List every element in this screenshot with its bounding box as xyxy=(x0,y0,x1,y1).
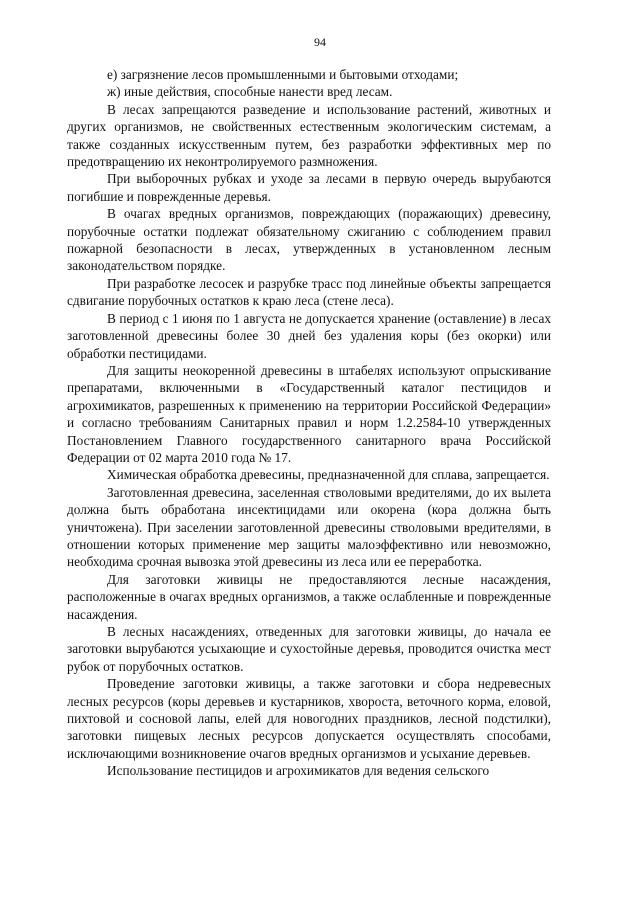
paragraph: При разработке лесосек и разрубке трасс под линейные объекты запрещается сдвигание порубочных остатков к краю леса (стене леса). xyxy=(67,275,551,309)
paragraph: Для заготовки живицы не предоставляются лесные насаждения, расположенные в очагах вредных организмов, а также ослабленные и поврежденные насаждения. xyxy=(67,571,551,622)
paragraph: В лесных насаждениях, отведенных для заготовки живицы, до начала ее заготовки вырубаются усыхающие и сухостойные деревья, проводится очистка мест рубок от порубочных остатков. xyxy=(67,624,551,674)
document-body xyxy=(67,66,551,780)
page-number: 94 xyxy=(314,35,326,49)
paragraph: Заготовленная древесина, заселенная стволовыми вредителями, до их вылета должна быть обработана инсектицидами или окорена (кора должна быть уничтожена). При заселении заготовленной древесины стволовыми вредителями, в отношении которых применение мер защиты малоэффективно или невозможно, необходима срочная вывозка этой древесины из леса или ее переработка. xyxy=(67,484,551,570)
paragraph: В очагах вредных организмов, повреждающих (поражающих) древесину, порубочные остатки подлежат обязательному сжиганию с соблюдением правил пожарной безопасности в лесах, утвержденных в установленном лесным законодательством порядке. xyxy=(67,206,551,274)
paragraph: Проведение заготовки живицы, а также заготовки и сбора недревесных лесных ресурсов (коры деревьев и кустарников, хвороста, веточного корма, еловой, пихтовой и сосновой лапы, елей для новогодних праздников, лесной подстилки), заготовки пищевых лесных ресурсов допускается осуществлять способами, исключающими возникновение очагов вредных организмов и усыхание деревьев. xyxy=(67,676,551,761)
paragraph: е) загрязнение лесов промышленными и бытовыми отходами; xyxy=(107,67,459,82)
paragraph: Для защиты неокоренной древесины в штабелях используют опрыскивание препаратами, включенными в «Государственный каталог пестицидов и агрохимикатов, разрешенных к применению на территории Российской Федерации» и согласно требованиям Санитарных правил и норм 1.2.2584-10 утвержденных Постановлением Главного государственного санитарного врача Российской Федерации от 02 марта 2010 года № 17. xyxy=(67,362,551,465)
paragraph: При выборочных рубках и уходе за лесами в первую очередь вырубаются погибшие и поврежденные деревья. xyxy=(67,171,551,204)
paragraph: Химическая обработка древесины, предназначенной для сплава, запрещается. xyxy=(107,467,550,483)
paragraph: ж) иные действия, способные нанести вред лесам. xyxy=(107,84,393,100)
paragraph: В лесах запрещаются разведение и использование растений, животных и других организмов, не свойственных естественным экологическим системам, а также созданных искусственным путем, без разработки эффективных мер по предотвращению их неконтролируемого размножения. xyxy=(67,101,551,170)
paragraph: Использование пестицидов и агрохимикатов для ведения сельского xyxy=(107,763,490,779)
paragraph: В период с 1 июня по 1 августа не допускается хранение (оставление) в лесах заготовленной древесины более 30 дней без удаления коры (без окорки) или обработки пестицидами. xyxy=(67,310,551,361)
